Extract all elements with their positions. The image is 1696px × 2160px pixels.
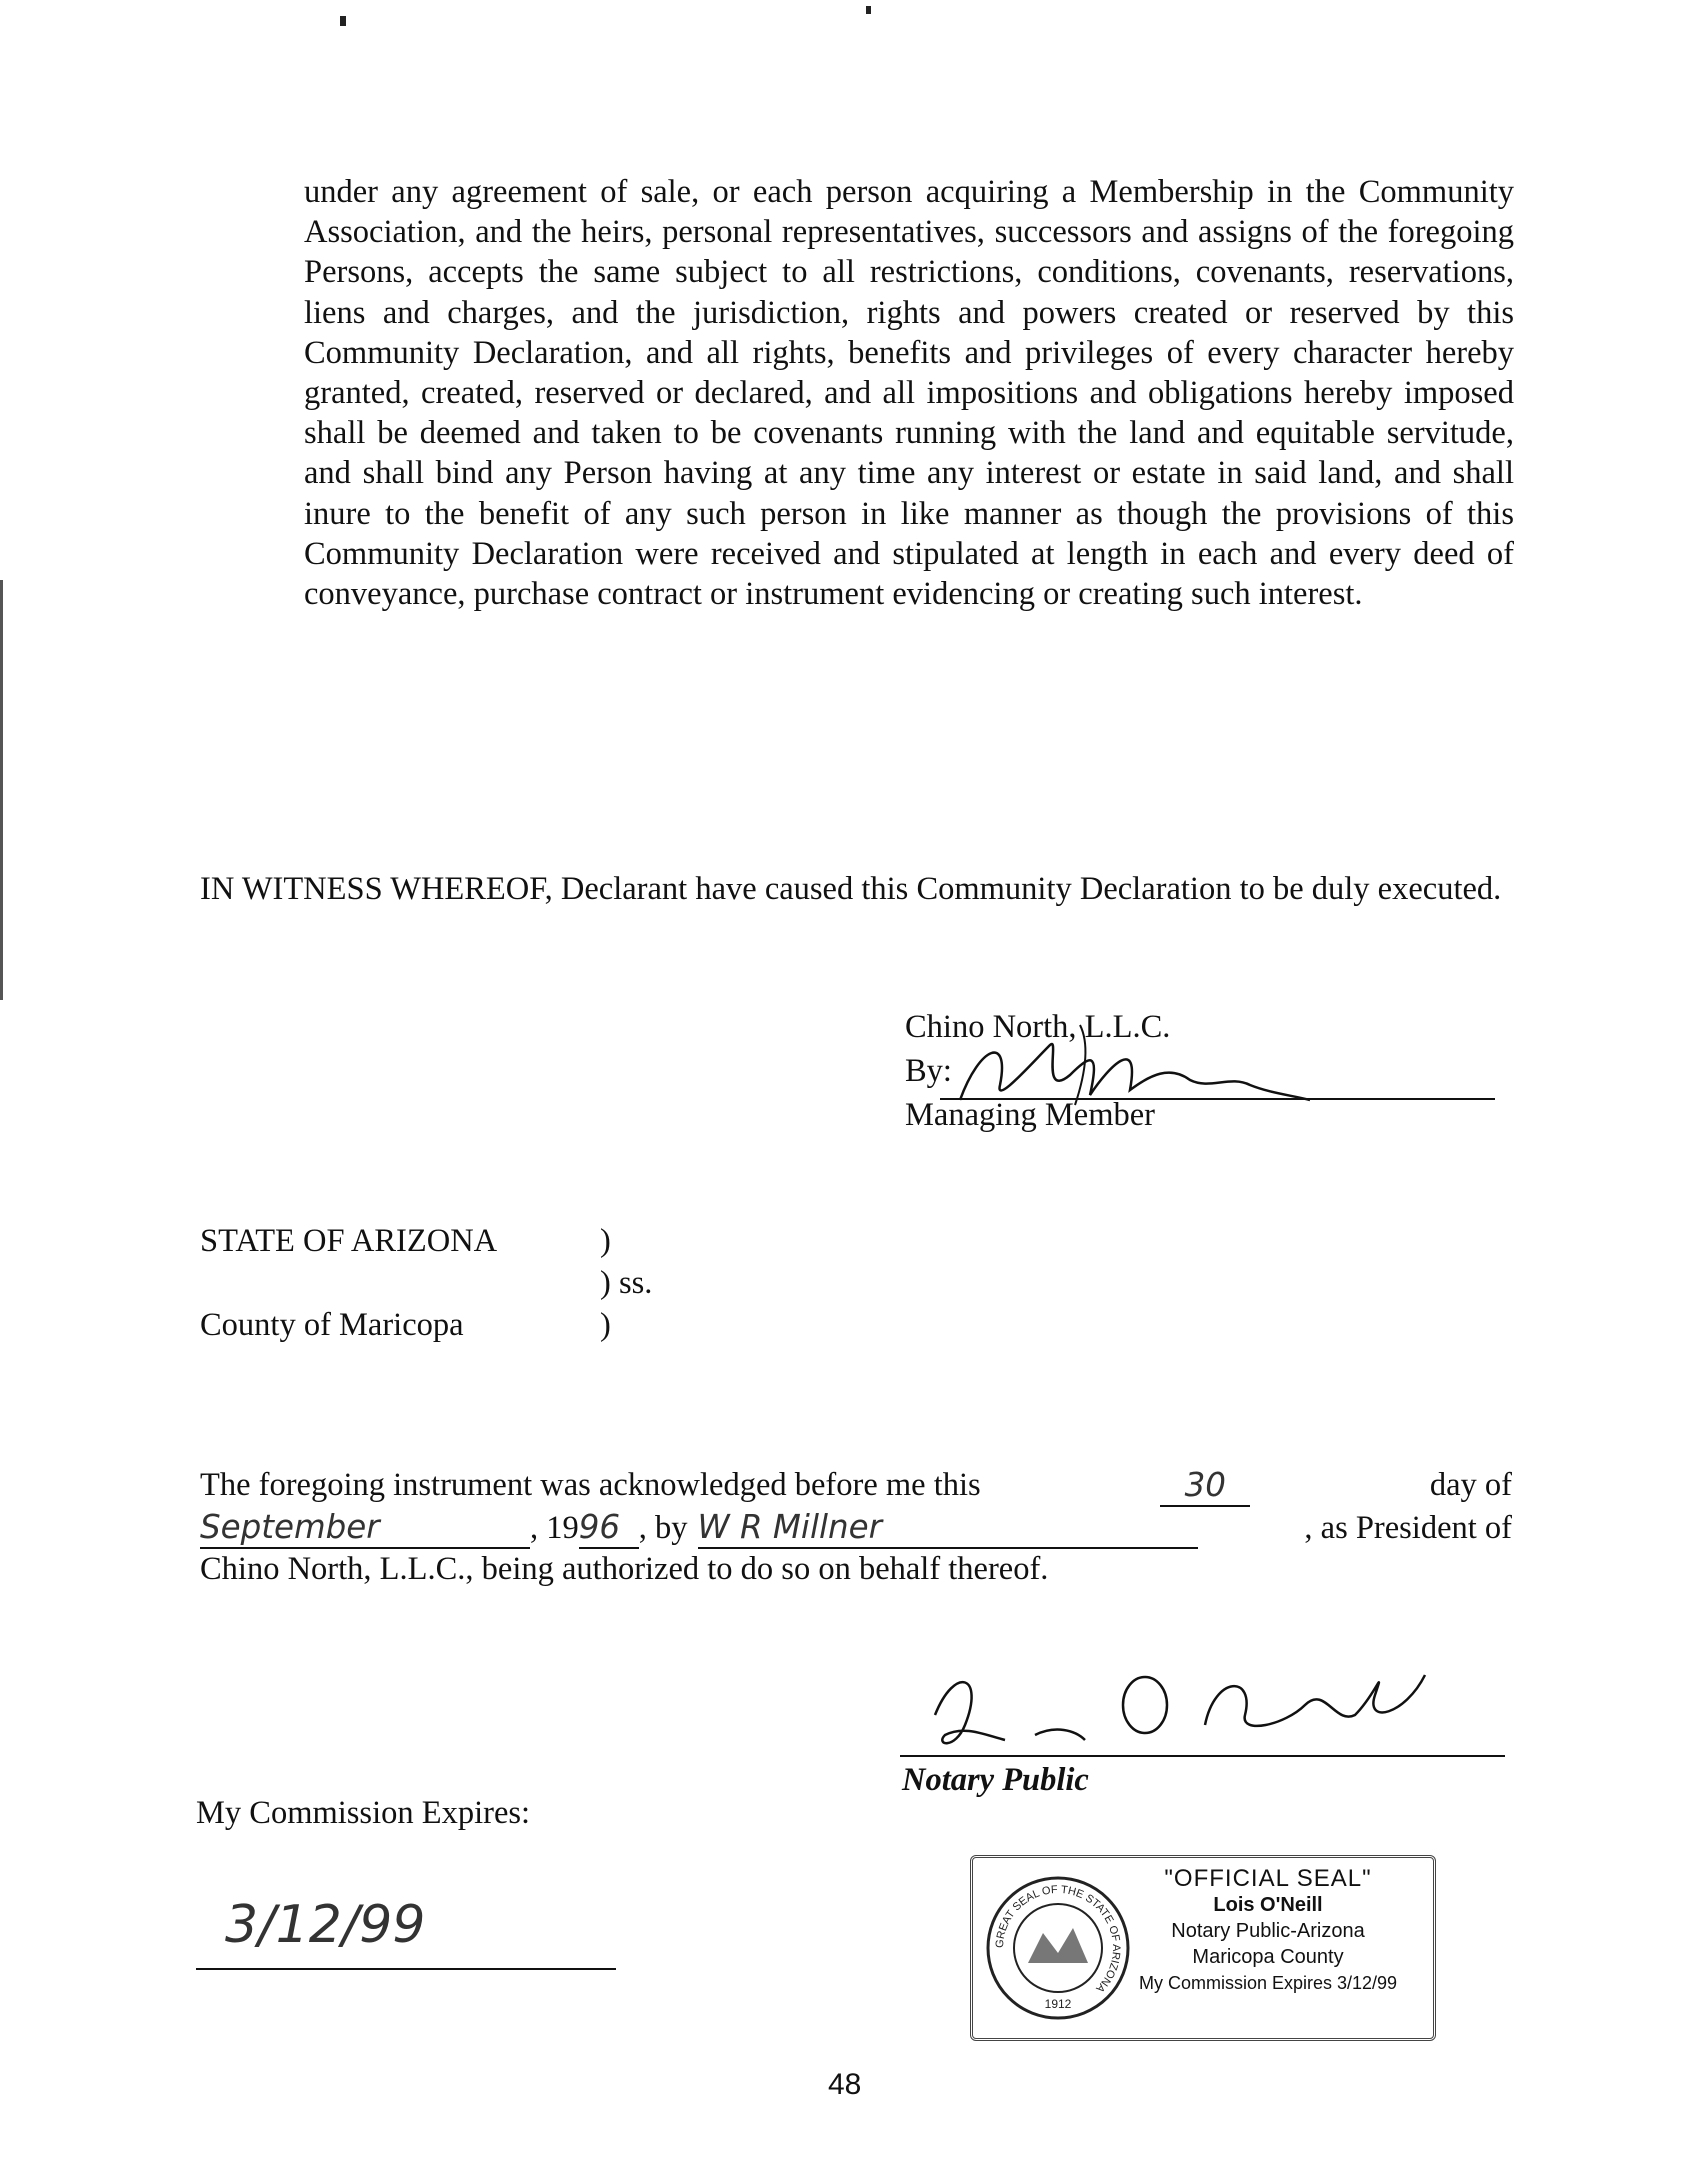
- seal-notary-name: Lois O'Neill: [1213, 1894, 1323, 1916]
- notary-label: Notary Public: [902, 1762, 1089, 1798]
- ack-day: 30: [1160, 1465, 1250, 1507]
- signature-graphic: [940, 1005, 1320, 1115]
- state-name: STATE OF ARIZONA: [200, 1223, 498, 1259]
- ack-text: Chino North, L.L.C., being authorized to do so on behalf thereof.: [200, 1551, 1049, 1587]
- by-label: By:: [905, 1053, 952, 1089]
- seal-ring-text: GREAT SEAL OF THE STATE OF ARIZONA: [993, 1883, 1123, 1995]
- page-number: 48: [828, 2068, 862, 2101]
- seal-ring-year: 1912: [1044, 1997, 1072, 2011]
- ack-text: The foregoing instrument was acknowledged before me this: [200, 1467, 981, 1503]
- witness-clause: IN WITNESS WHEREOF, Declarant have caused this Community Declaration to be duly executed.: [200, 871, 1502, 907]
- county-name: County of Maricopa: [200, 1307, 464, 1343]
- venue-paren: ): [600, 1307, 611, 1343]
- seal-county: Maricopa County: [1192, 1946, 1344, 1968]
- commission-date-line: [196, 1968, 616, 1970]
- seal-title: "OFFICIAL SEAL": [1164, 1865, 1372, 1892]
- commission-label: My Commission Expires:: [196, 1795, 531, 1831]
- commission-date: 3/12/99: [225, 1895, 426, 1955]
- scan-speck: [340, 16, 346, 26]
- body-paragraph: under any agreement of sale, or each person acquiring a Membership in the Community Association, and the heirs, personal representatives, successors and assigns of the foregoing Persons, accepts the same subject to all restrictions, conditions, covenants, reservations, liens and charges, and the jurisdiction, rights and powers created or reserved by this Community Declaration, and all rights, benefits and privileges of every character hereby granted, created, reserved or declared, and all impositions and obligations hereby imposed shall be deemed and taken to be covenants running with the land and equitable servitude, and shall bind any Person having at any time any interest or estate in said land, and shall inure to the benefit of any such person in like manner as though the provisions of this Community Declaration were received and stipulated at length in each and every deed of conveyance, purchase contract or instrument evidencing or creating such interest.: [304, 174, 1514, 613]
- ack-year: 96: [579, 1507, 639, 1549]
- ack-text: , as President of: [1304, 1510, 1512, 1546]
- official-seal: [970, 1855, 1436, 2041]
- notary-signature-graphic: [905, 1655, 1465, 1765]
- ack-name: W R Millner: [698, 1507, 1198, 1549]
- seal-notary-jurisdiction: Notary Public-Arizona: [1171, 1920, 1365, 1942]
- notary-signature-line: [900, 1755, 1505, 1757]
- scan-edge-mark: [0, 580, 3, 1000]
- scan-speck: [866, 6, 871, 14]
- ack-text: , 19: [530, 1510, 579, 1546]
- venue-ss: ) ss.: [600, 1265, 653, 1301]
- venue-block: [200, 1220, 700, 1346]
- seal-text: [1113, 1866, 1423, 1996]
- ack-month: September: [200, 1507, 530, 1549]
- acknowledgment: [200, 1465, 1512, 1589]
- seal-expiry: My Commission Expires 3/12/99: [1138, 1973, 1398, 1993]
- venue-paren: ): [600, 1223, 611, 1259]
- signer-title: Managing Member: [905, 1097, 1156, 1133]
- entity-name: Chino North, L.L.C.: [905, 1009, 1171, 1045]
- ack-text: day of: [1429, 1467, 1512, 1503]
- svg-text:GREAT SEAL OF THE STATE OF ARI: [994, 1884, 1122, 1995]
- ack-text: , by: [638, 1510, 688, 1546]
- state-seal-icon: [983, 1873, 1133, 2023]
